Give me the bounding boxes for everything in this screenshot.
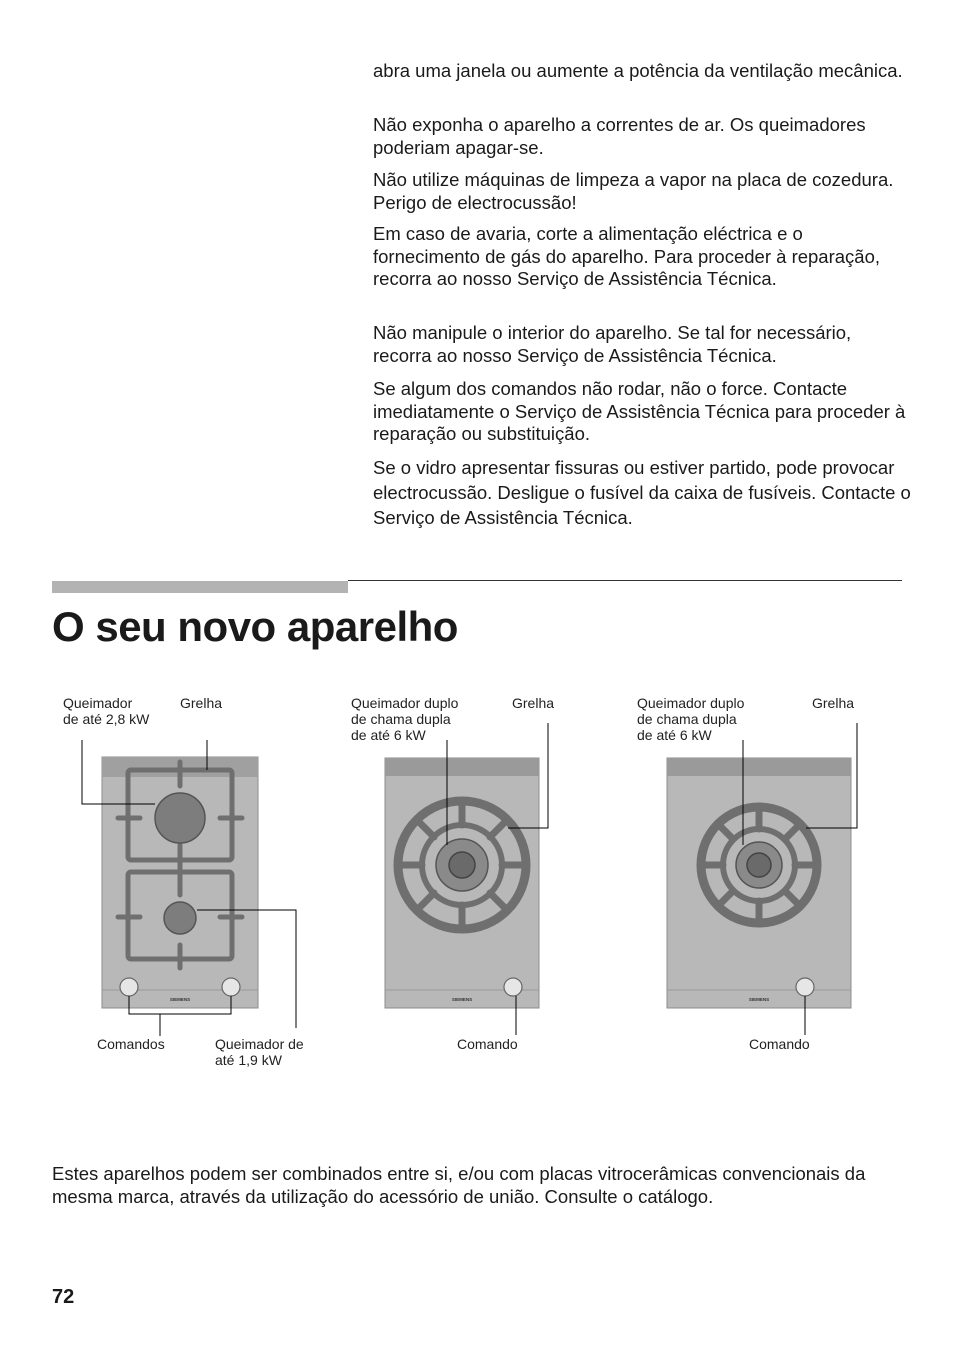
hob-wok-c xyxy=(667,723,857,1035)
label-control-c: Comando xyxy=(749,1036,810,1052)
safety-paragraph-4: Em caso de avaria, corte a alimentação eléctrica e o fornecimento de gás do aparelho. Para proceder à reparação, recorra ao nosso Serviço de Assistência Técnica. xyxy=(373,223,881,289)
control-knob-left[interactable] xyxy=(120,978,138,996)
safety-paragraph-1: abra uma janela ou aumente a potência da ventilação mecânica. xyxy=(373,60,903,81)
hob-wok-b xyxy=(385,723,548,1035)
burner-large xyxy=(155,793,205,843)
label-controls-a: Comandos xyxy=(97,1036,165,1052)
hob-two-burner xyxy=(82,740,296,1036)
label-burner-wok-b: Queimador duplo de chama dupla de até 6 kW xyxy=(351,695,459,743)
safety-paragraph-3: Não utilize máquinas de limpeza a vapor na placa de cozedura. Perigo de electrocussão! xyxy=(373,169,894,213)
combination-note: Estes aparelhos podem ser combinados entre si, e/ou com placas vitrocerâmicas convencionais da mesma marca, através da utilização do acessório de união. Consulte o catálogo. xyxy=(52,1163,866,1207)
label-grid-c: Grelha xyxy=(812,695,855,711)
safety-paragraph-5: Não manipule o interior do aparelho. Se tal for necessário, recorra ao nosso Serviço de Assistência Técnica. xyxy=(373,322,852,366)
safety-paragraph-7: Se o vidro apresentar fissuras ou estiver partido, pode provocar electrocussão. Desligue o fusível da caixa de fusíveis. Contacte o Serviço de Assistência Técnica. xyxy=(373,457,911,528)
brand-logo-c: SIEMENS xyxy=(748,997,770,1002)
page-number: 72 xyxy=(52,1286,75,1308)
label-burner-small: Queimador de até 1,9 kW xyxy=(215,1036,304,1068)
section-title: O seu novo aparelho xyxy=(52,603,458,650)
control-knob-right[interactable] xyxy=(222,978,240,996)
brand-logo-b: SIEMENS xyxy=(451,997,473,1002)
control-knob-c[interactable] xyxy=(796,978,814,996)
label-control-b: Comando xyxy=(457,1036,518,1052)
safety-paragraph-6: Se algum dos comandos não rodar, não o force. Contacte imediatamente o Serviço de Assistência Técnica para proceder à reparação ou substituição. xyxy=(373,378,906,444)
label-burner-wok-c: Queimador duplo de chama dupla de até 6 kW xyxy=(637,695,745,743)
control-knob-b[interactable] xyxy=(504,978,522,996)
brand-logo-a: SIEMENS xyxy=(169,997,191,1002)
label-grid-b: Grelha xyxy=(512,695,555,711)
label-grid-a: Grelha xyxy=(180,695,223,711)
safety-paragraph-2: Não exponha o aparelho a correntes de ar. Os queimadores poderiam apagar-se. xyxy=(373,114,866,158)
burner-small xyxy=(164,902,196,934)
label-burner-large: Queimador de até 2,8 kW xyxy=(63,695,150,727)
